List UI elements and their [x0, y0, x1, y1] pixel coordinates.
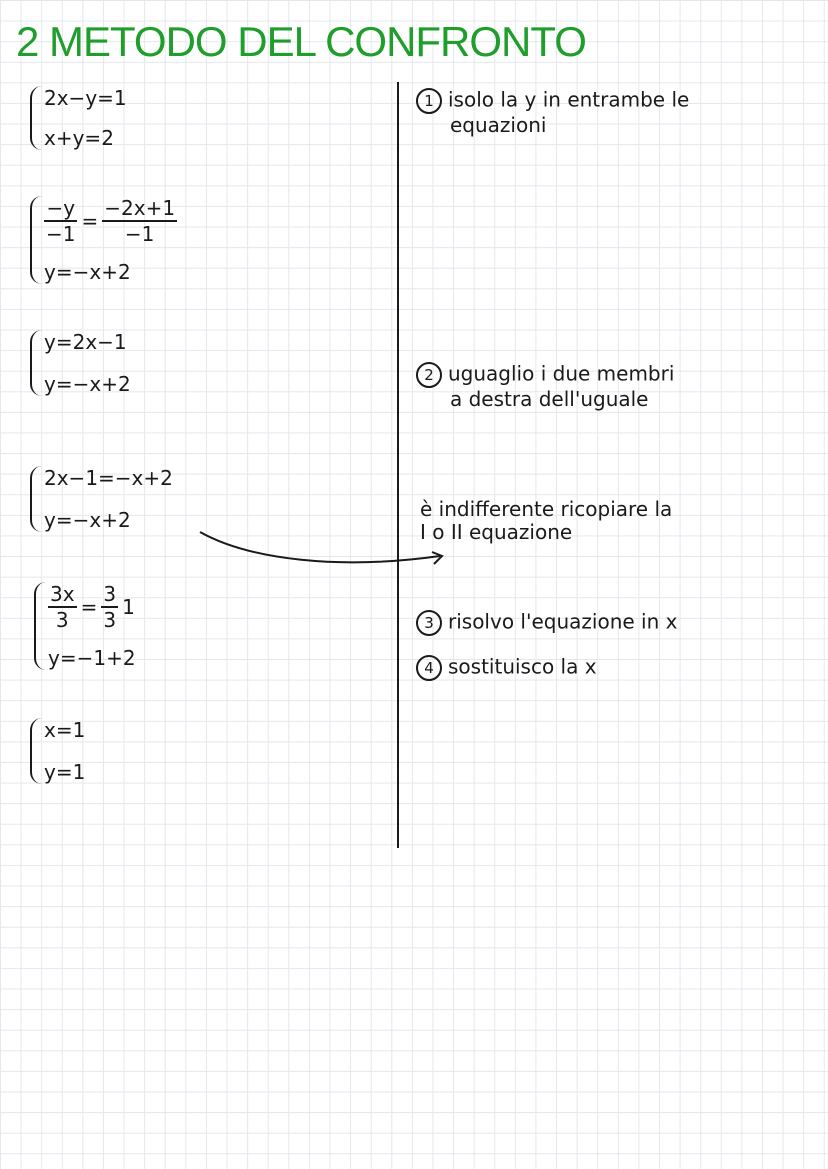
step-number-badge: 1: [416, 88, 442, 114]
equation: y=−x+2: [44, 372, 131, 396]
note-text: è indifferente ricopiare la: [420, 497, 673, 521]
equation: y=−1+2: [48, 646, 136, 670]
equation: y=2x−1: [44, 330, 127, 354]
page-title: 2 METODO DEL CONFRONTO: [16, 18, 586, 65]
arrow-curve: [200, 532, 440, 562]
denominator: 3: [55, 608, 69, 632]
note-text: isolo la y in entrambe le: [448, 87, 690, 112]
note-text-continuation: I o II equazione: [420, 520, 573, 544]
note-text: risolvo l'equazione in x: [448, 609, 678, 634]
step-number-badge: 4: [416, 655, 442, 681]
denominator: −1: [46, 222, 76, 246]
equation: 2x−y=1: [44, 86, 127, 110]
equation: y=−x+2: [44, 260, 131, 284]
numerator: −y: [44, 196, 77, 222]
fraction-tail: 1: [122, 595, 135, 619]
step-number-badge: 3: [416, 610, 442, 636]
equals-sign: =: [81, 209, 99, 233]
equation: 2x−1=−x+2: [44, 466, 173, 490]
numerator: −2x+1: [104, 196, 176, 220]
note-text: uguaglio i due membri: [448, 361, 675, 386]
note-text: sostituisco la x: [448, 654, 597, 679]
equals-sign: =: [80, 595, 98, 619]
note-text-continuation: equazioni: [450, 113, 547, 137]
numerator: 3x: [50, 582, 75, 606]
arrow-head: [432, 552, 442, 564]
denominator: −1: [124, 222, 155, 246]
equation: x+y=2: [44, 126, 114, 150]
equation: y=−x+2: [44, 508, 131, 532]
note-text-continuation: a destra dell'uguale: [450, 387, 649, 411]
denominator: 3: [103, 608, 117, 632]
numerator: 3: [103, 582, 117, 606]
equation: x=1: [44, 718, 86, 742]
equation: y=1: [44, 760, 86, 784]
step-number-badge: 2: [416, 362, 442, 388]
